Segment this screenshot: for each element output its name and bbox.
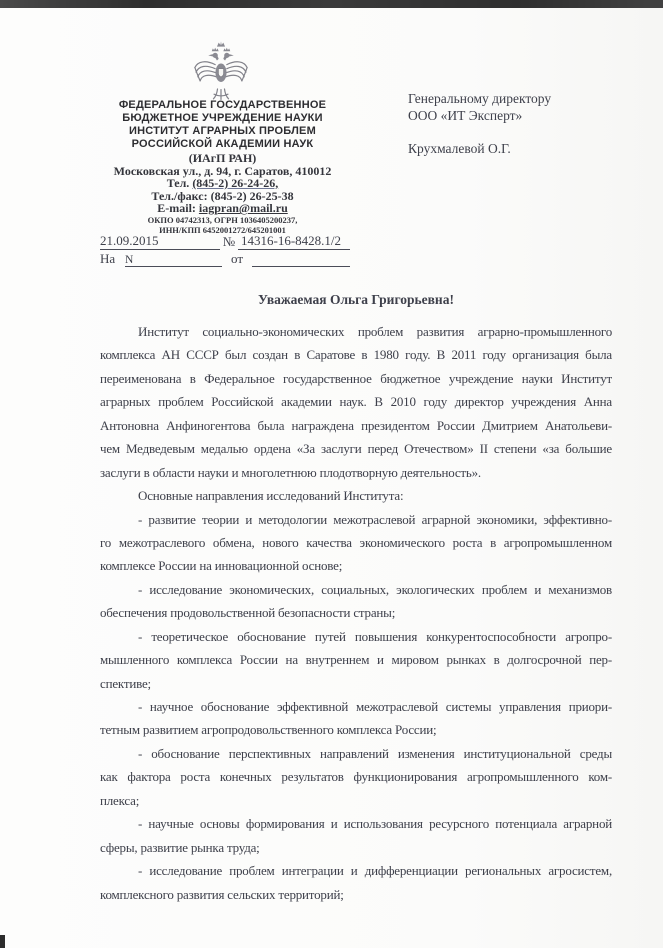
reference-row-2 <box>100 250 350 267</box>
reference-block <box>100 233 350 267</box>
body-line: комплекса АН СССР был создан в Саратове в 1980 году. В 2011 году организация была <box>100 347 612 363</box>
number-sign: № <box>222 234 236 249</box>
ot-blank-field <box>252 266 350 267</box>
letter-number: 14316-16-8428.1/2 <box>238 233 350 250</box>
org-name-line: РОССИЙСКОЙ АКАДЕМИИ НАУК <box>131 138 314 150</box>
body-line: - развитие теории и методологии межотраслевой аграрной экономики, эффективно- <box>138 511 612 527</box>
org-email: E-mail: iagpran@mail.ru <box>157 201 288 215</box>
org-fax: Тел./факс: (845-2) 26-25-38 <box>151 188 294 203</box>
body-line: обеспечения продовольственной безопасности страны; <box>100 605 396 621</box>
body-line: переименована в Федеральное государственное бюджетное учреждение науки Институт <box>100 370 612 386</box>
org-address: Московская ул., д. 94, г. Саратов, 410012 <box>113 163 332 178</box>
body-line: заслуги в области науки и многолетнюю плодотворную деятельность». <box>100 464 481 480</box>
addressee-line: Крухмалевой О.Г. <box>408 141 511 156</box>
org-name-line: ФЕДЕРАЛЬНОЕ ГОСУДАРСТВЕННОЕ <box>118 99 327 111</box>
letterhead-contact <box>80 152 365 236</box>
body-line: спективе; <box>100 675 151 691</box>
body-line: - исследование экономических, социальных, экологических проблем и механизмов <box>138 581 612 597</box>
ot-label: от <box>230 251 243 266</box>
addressee-block <box>408 90 551 157</box>
letter-date: 21.09.2015 <box>100 233 220 250</box>
body-line: комплексного развития сельских территорий; <box>100 886 344 902</box>
org-okpo-ogrn: ОКПО 04742313, ОГРН 1036405200237, <box>147 214 298 225</box>
body-line: тетным развитием агропродовольственного комплекса России; <box>100 722 437 738</box>
scan-edge-bar <box>0 0 663 8</box>
org-abbr: (ИАгП РАН) <box>188 151 257 165</box>
org-name-line: БЮДЖЕТНОЕ УЧРЕЖДЕНИЕ НАУКИ <box>122 112 323 124</box>
body-line: комплексе России на инновационной основе; <box>100 558 343 574</box>
body-line: Основные направления исследований Института: <box>138 488 404 504</box>
double-headed-eagle-emblem-icon <box>192 39 250 103</box>
body-line: - исследование проблем интеграции и дифференциации региональных агросистем, <box>138 863 612 879</box>
scan-corner-artifact <box>0 935 5 948</box>
body-line: как фактора роста конечных результатов функционирования агропромышленного ком- <box>100 769 612 785</box>
body-line: го межотраслевого обмена, нового качества экономического роста в агропромышленном <box>100 534 612 550</box>
na-label: На <box>100 251 116 266</box>
na-blank-field: N <box>125 254 222 267</box>
letter-body <box>100 320 612 906</box>
body-line: - обоснование перспективных направлений изменения институциональной среды <box>138 745 612 761</box>
body-line: аграрных проблем Российской академии наук. В 2010 году директор учреждения Анна <box>100 394 612 410</box>
body-line: чем Медведевым медалью ордена «За заслуги перед Отечеством» II степени «за большие <box>100 441 612 457</box>
org-phone: Тел. (845-2) 26-24-26, <box>166 176 279 190</box>
body-line: - научные основы формирования и использования ресурсного потенциала аграрной <box>138 816 612 832</box>
body-line: Антоновна Анфиногентова была награждена президентом России Дмитрием Анатольеви- <box>100 417 612 433</box>
body-line: - научное обоснование эффективной межотраслевой системы управления приори- <box>138 699 612 714</box>
body-line: сферы, развитие рынка труда; <box>100 839 260 855</box>
reference-row-1 <box>100 233 350 250</box>
addressee-line: ООО «ИТ Эксперт» <box>408 108 523 123</box>
body-line: плекса; <box>100 792 140 808</box>
org-inn-kpp: ИНН/КПП 6452001272/645201001 <box>159 225 286 235</box>
body-line: Институт социально-экономических проблем развития аграрно-промышленного <box>138 324 612 339</box>
addressee-line: Генеральному директору <box>408 91 552 106</box>
body-line: мышленного комплекса России на внутреннем и мировом рынках в долгосрочной пер- <box>100 652 612 668</box>
email-text: iagpran@mail.ru <box>198 201 288 215</box>
salutation: Уважаемая Ольга Григорьевна! <box>258 292 454 307</box>
org-name-line: ИНСТИТУТ АГРАРНЫХ ПРОБЛЕМ <box>129 125 316 137</box>
body-line: - теоретическое обоснование путей повышения конкурентоспособности агропро- <box>138 628 612 644</box>
org-name <box>80 99 365 151</box>
